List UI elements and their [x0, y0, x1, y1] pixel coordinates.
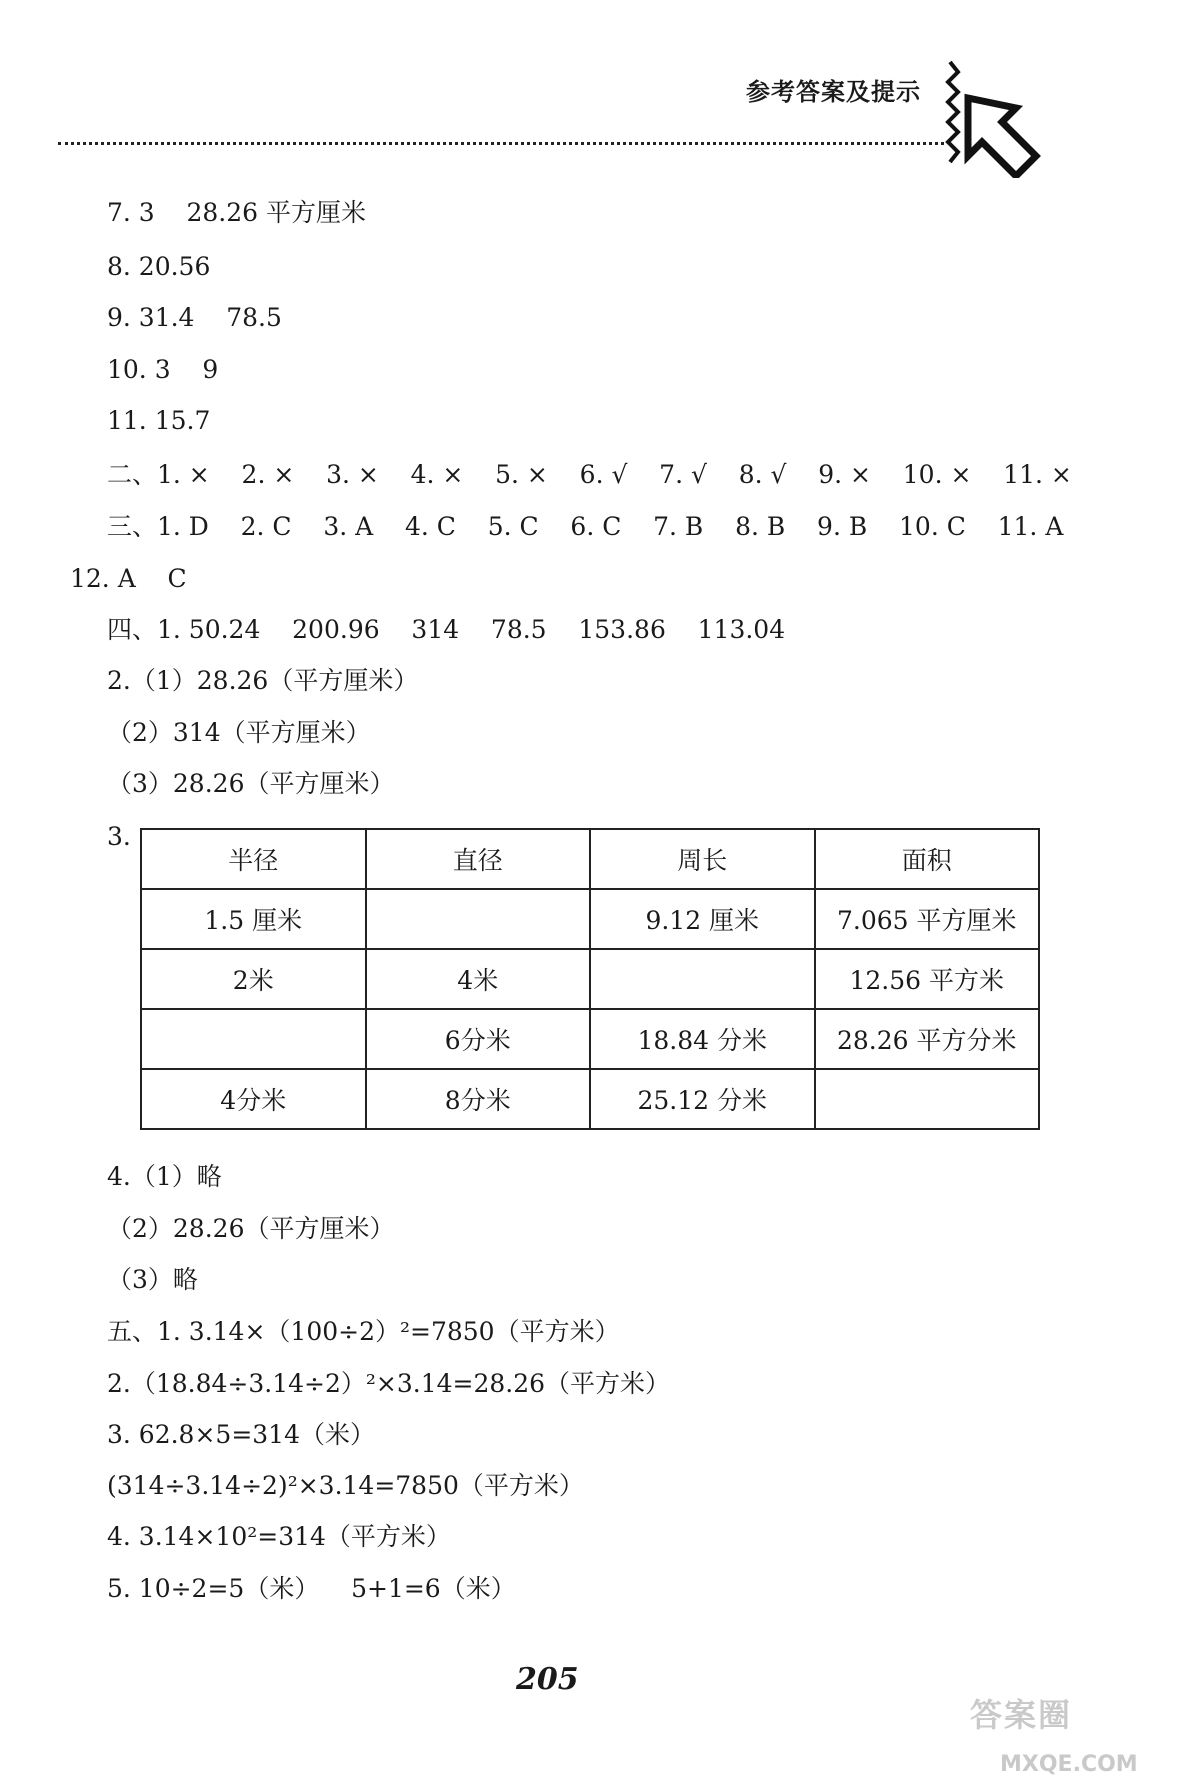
table-cell	[366, 889, 591, 949]
table-cell: 6分米	[366, 1009, 591, 1069]
answer-line: 四、1. 50.24 200.96 314 78.5 153.86 113.04	[107, 615, 786, 644]
answer-line: 10. 3 9	[107, 355, 219, 384]
table-cell: 4米	[366, 949, 591, 1009]
answer-line: (314÷3.14÷2)²×3.14=7850（平方米）	[107, 1471, 584, 1500]
answer-line: 9. 31.4 78.5	[107, 303, 282, 332]
answer-line: 4.（1）略	[107, 1162, 222, 1191]
table-cell: 2米	[141, 949, 366, 1009]
table-cell	[590, 949, 815, 1009]
answer-line: 11. 15.7	[107, 406, 211, 435]
watermark-logo: 答案圈	[970, 1696, 1073, 1734]
arrow-up-left-icon	[938, 58, 1058, 182]
answer-line: 8. 20.56	[107, 252, 211, 281]
header-title: 参考答案及提示	[746, 78, 921, 106]
table-cell	[141, 1009, 366, 1069]
table-cell: 12.56 平方米	[815, 949, 1040, 1009]
table-cell: 9.12 厘米	[590, 889, 815, 949]
answer-line: （3）28.26（平方厘米）	[107, 769, 395, 798]
answer-line: （2）314（平方厘米）	[107, 718, 371, 747]
answer-line: 2.（18.84÷3.14÷2）²×3.14=28.26（平方米）	[107, 1369, 671, 1398]
table-cell: 8分米	[366, 1069, 591, 1129]
table-row	[141, 949, 1039, 1009]
answer-line: （3）略	[107, 1265, 198, 1294]
answer-line: 五、1. 3.14×（100÷2）²=7850（平方米）	[107, 1317, 620, 1346]
circle-answer-table	[140, 828, 1040, 1130]
answer-line: （2）28.26（平方厘米）	[107, 1214, 395, 1243]
column-header: 直径	[366, 829, 591, 889]
table-cell: 28.26 平方分米	[815, 1009, 1040, 1069]
answer-line: 3. 62.8×5=314（米）	[107, 1420, 375, 1449]
table-cell: 18.84 分米	[590, 1009, 815, 1069]
answer-line: 3.	[107, 822, 131, 851]
page-number: 205	[516, 1662, 579, 1697]
table-cell	[815, 1069, 1040, 1129]
column-header: 面积	[815, 829, 1040, 889]
answer-line: 2.（1）28.26（平方厘米）	[107, 666, 419, 695]
table-cell: 25.12 分米	[590, 1069, 815, 1129]
watermark-url: MXQE.COM	[1000, 1752, 1138, 1777]
answer-line: 4. 3.14×10²=314（平方米）	[107, 1522, 451, 1551]
answer-line: 二、1. × 2. × 3. × 4. × 5. × 6. √ 7. √ 8. √ 9. × 10. × 11. ×	[107, 460, 1072, 489]
table-header-row	[141, 829, 1039, 889]
table-cell: 4分米	[141, 1069, 366, 1129]
column-header: 半径	[141, 829, 366, 889]
answer-line: 12. A C	[70, 564, 187, 593]
answer-line: 7. 3 28.26 平方厘米	[107, 198, 367, 227]
table-cell: 1.5 厘米	[141, 889, 366, 949]
table-row	[141, 889, 1039, 949]
header-divider	[58, 142, 944, 145]
answer-line: 5. 10÷2=5（米） 5+1=6（米）	[107, 1574, 516, 1603]
table-row	[141, 1069, 1039, 1129]
table-row	[141, 1009, 1039, 1069]
answer-line: 三、1. D 2. C 3. A 4. C 5. C 6. C 7. B 8. B 9. B 10. C 11. A	[107, 512, 1064, 541]
table-cell: 7.065 平方厘米	[815, 889, 1040, 949]
column-header: 周长	[590, 829, 815, 889]
